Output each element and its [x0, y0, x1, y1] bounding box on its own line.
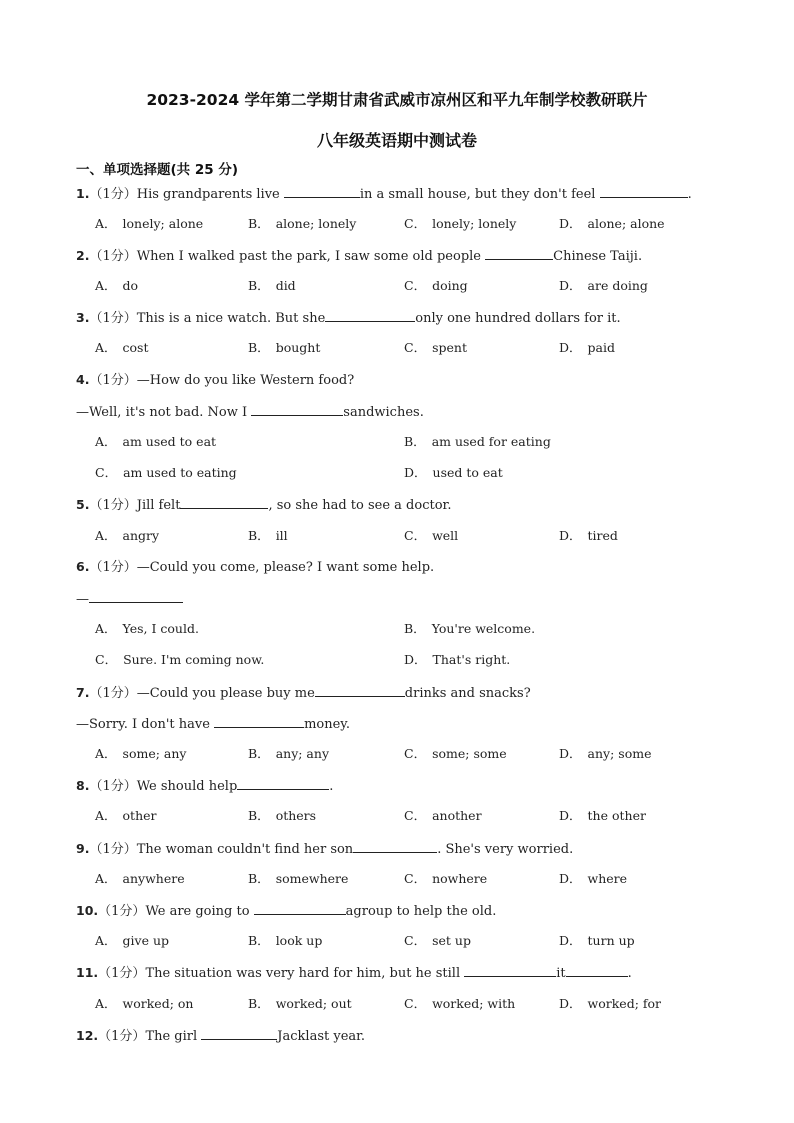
option-letter: B．: [248, 340, 270, 355]
answer-option[interactable]: [95, 527, 159, 545]
question-number: 10.: [76, 903, 99, 918]
question-line: [76, 1026, 365, 1046]
option-letter: C．: [404, 278, 427, 293]
question-text: When I walked past the park, I saw some old people: [136, 249, 486, 264]
answer-option[interactable]: [248, 745, 329, 763]
option-text: somewhere: [275, 871, 349, 886]
question-text: .: [627, 966, 632, 981]
option-text: some; some: [432, 746, 507, 761]
answer-option[interactable]: [404, 215, 516, 233]
option-letter: A．: [95, 808, 117, 823]
answer-option[interactable]: [559, 215, 665, 233]
answer-option[interactable]: [95, 277, 138, 295]
answer-option[interactable]: [404, 277, 468, 295]
option-letter: C．: [404, 996, 427, 1011]
answer-blank[interactable]: [325, 308, 415, 322]
answer-option[interactable]: [559, 527, 618, 545]
option-letter: D．: [559, 216, 582, 231]
question-text: We should help: [136, 779, 238, 794]
option-letter: C．: [404, 746, 427, 761]
option-letter: B．: [248, 528, 270, 543]
option-text: tired: [587, 528, 618, 543]
option-letter: A．: [95, 746, 117, 761]
answer-option[interactable]: [404, 651, 510, 669]
question-line: [76, 246, 642, 266]
question-number: 1.: [76, 186, 90, 201]
question-text: Chinese Taiji.: [553, 249, 643, 264]
question-score: （1分）: [89, 187, 137, 202]
question-line: [76, 683, 531, 703]
answer-option[interactable]: [95, 870, 185, 888]
option-letter: C．: [404, 216, 427, 231]
question-text: only one hundred dollars for it.: [415, 311, 621, 326]
option-text: worked; out: [275, 996, 352, 1011]
question-text: The situation was very hard for him, but he still: [145, 966, 465, 981]
answer-blank[interactable]: [201, 1026, 277, 1040]
option-letter: C．: [95, 465, 118, 480]
question-score: （1分）: [89, 498, 137, 513]
answer-blank[interactable]: [89, 589, 183, 603]
option-text: Sure. I'm coming now.: [123, 652, 265, 667]
question-line: [76, 558, 434, 577]
answer-option[interactable]: [95, 339, 149, 357]
option-letter: D．: [559, 996, 582, 1011]
option-text: other: [122, 808, 157, 823]
option-text: You're welcome.: [431, 621, 536, 636]
answer-option[interactable]: [248, 277, 296, 295]
option-text: are doing: [587, 278, 648, 293]
question-text: We are going to: [145, 904, 254, 919]
option-text: did: [275, 278, 296, 293]
option-text: used to eat: [432, 465, 503, 480]
option-text: nowhere: [432, 871, 488, 886]
answer-blank[interactable]: [251, 402, 343, 416]
question-text: .: [687, 187, 692, 202]
option-text: lonely; lonely: [432, 216, 517, 231]
option-text: well: [432, 528, 459, 543]
question-text: drinks and snacks?: [404, 686, 531, 701]
option-text: the other: [587, 808, 646, 823]
answer-option[interactable]: [95, 215, 203, 233]
option-text: worked; on: [122, 996, 194, 1011]
answer-option[interactable]: [559, 277, 648, 295]
question-number: 4.: [76, 372, 90, 387]
question-text: Jacklast year.: [277, 1029, 366, 1044]
question-line: [76, 402, 424, 422]
answer-option[interactable]: [404, 745, 507, 763]
answer-option[interactable]: [404, 807, 482, 825]
option-letter: C．: [404, 871, 427, 886]
answer-option[interactable]: [95, 745, 186, 763]
answer-option[interactable]: [95, 932, 169, 950]
option-letter: B．: [248, 996, 270, 1011]
answer-blank[interactable]: [353, 839, 437, 853]
option-letter: B．: [248, 278, 270, 293]
option-letter: A．: [95, 621, 117, 636]
option-text: do: [122, 278, 139, 293]
option-text: set up: [432, 933, 471, 948]
question-score: （1分）: [89, 311, 137, 326]
answer-option[interactable]: [248, 339, 320, 357]
answer-option[interactable]: [559, 807, 646, 825]
answer-blank[interactable]: [214, 714, 304, 728]
option-letter: A．: [95, 871, 117, 886]
question-line: [76, 901, 496, 921]
question-score: （1分）: [89, 373, 137, 388]
option-letter: B．: [248, 871, 270, 886]
answer-blank[interactable]: [315, 683, 405, 697]
question-text: in a small house, but they don't feel: [359, 187, 600, 202]
option-text: give up: [122, 933, 170, 948]
question-number: 5.: [76, 497, 90, 512]
option-letter: C．: [404, 808, 427, 823]
option-letter: A．: [95, 528, 117, 543]
option-text: lonely; alone: [122, 216, 204, 231]
option-letter: D．: [559, 528, 582, 543]
option-letter: B．: [248, 933, 270, 948]
option-text: turn up: [587, 933, 635, 948]
question-text: —Could you come, please? I want some help.: [136, 560, 435, 575]
option-text: look up: [275, 933, 323, 948]
question-number: 6.: [76, 559, 90, 574]
answer-option[interactable]: [248, 807, 316, 825]
option-text: alone; alone: [587, 216, 665, 231]
question-text: it: [556, 966, 566, 981]
answer-option[interactable]: [248, 995, 352, 1013]
question-line: [76, 371, 354, 390]
option-text: others: [275, 808, 317, 823]
option-letter: A．: [95, 434, 117, 449]
question-score: （1分）: [98, 904, 146, 919]
option-text: am used for eating: [431, 434, 551, 449]
option-text: am used to eat: [122, 434, 217, 449]
answer-option[interactable]: [404, 995, 515, 1013]
question-text: The girl: [145, 1029, 202, 1044]
answer-blank[interactable]: [254, 901, 346, 915]
option-letter: B．: [404, 621, 426, 636]
answer-option[interactable]: [95, 995, 193, 1013]
question-text: agroup to help the old.: [345, 904, 497, 919]
question-text: Jill felt: [136, 498, 181, 513]
question-text: —: [76, 592, 89, 607]
answer-blank[interactable]: [464, 963, 556, 977]
question-text: This is a nice watch. But she: [136, 311, 326, 326]
answer-option[interactable]: [248, 215, 356, 233]
exam-title-line1: 2023-2024 学年第二学期甘肃省武威市凉州区和平九年制学校教研联片: [146, 91, 648, 109]
answer-option[interactable]: [559, 339, 615, 357]
question-number: 2.: [76, 248, 90, 263]
question-line: [76, 839, 573, 859]
answer-option[interactable]: [404, 339, 467, 357]
question-number: 7.: [76, 685, 90, 700]
question-score: （1分）: [89, 779, 137, 794]
option-text: doing: [432, 278, 468, 293]
question-number: 9.: [76, 841, 90, 856]
answer-option[interactable]: [404, 433, 551, 451]
question-text: money.: [304, 717, 351, 732]
option-letter: D．: [559, 808, 582, 823]
answer-blank[interactable]: [237, 776, 329, 790]
option-text: am used to eating: [123, 465, 237, 480]
option-letter: A．: [95, 996, 117, 1011]
answer-option[interactable]: [404, 464, 503, 482]
option-text: That's right.: [432, 652, 511, 667]
answer-blank[interactable]: [566, 963, 628, 977]
answer-option[interactable]: [404, 527, 458, 545]
answer-option[interactable]: [95, 433, 216, 451]
answer-option[interactable]: [404, 620, 535, 638]
option-text: worked; for: [587, 996, 662, 1011]
question-text: —Well, it's not bad. Now I: [76, 405, 252, 420]
question-line: [76, 495, 451, 515]
question-number: 3.: [76, 310, 90, 325]
question-text: —Could you please buy me: [136, 686, 315, 701]
option-letter: D．: [559, 933, 582, 948]
question-line: [76, 308, 621, 328]
question-text: sandwiches.: [343, 405, 424, 420]
option-letter: A．: [95, 933, 117, 948]
section-heading: 一、单项选择题(共 25 分): [76, 162, 239, 178]
option-text: worked; with: [432, 996, 516, 1011]
option-letter: B．: [248, 746, 270, 761]
answer-blank[interactable]: [600, 184, 688, 198]
question-text: —Sorry. I don't have: [76, 717, 215, 732]
answer-option[interactable]: [95, 620, 199, 638]
answer-option[interactable]: [95, 807, 157, 825]
option-letter: D．: [559, 871, 582, 886]
question-score: （1分）: [89, 249, 137, 264]
question-line: [76, 776, 333, 796]
question-text: His grandparents live: [136, 187, 284, 202]
question-score: （1分）: [89, 842, 137, 857]
option-letter: A．: [95, 278, 117, 293]
option-text: bought: [275, 340, 321, 355]
answer-blank[interactable]: [485, 246, 553, 260]
option-text: paid: [587, 340, 615, 355]
question-score: （1分）: [98, 1029, 146, 1044]
question-number: 12.: [76, 1028, 99, 1043]
answer-option[interactable]: [559, 745, 651, 763]
option-letter: D．: [559, 340, 582, 355]
question-score: （1分）: [89, 560, 137, 575]
question-line: [76, 714, 350, 734]
option-text: ill: [275, 528, 288, 543]
exam-title-line2: 八年级英语期中测试卷: [316, 131, 477, 150]
option-text: angry: [122, 528, 160, 543]
answer-option[interactable]: [559, 932, 635, 950]
option-letter: A．: [95, 216, 117, 231]
answer-option[interactable]: [248, 870, 348, 888]
answer-option[interactable]: [404, 870, 487, 888]
option-text: any; some: [587, 746, 652, 761]
answer-option[interactable]: [404, 932, 471, 950]
option-text: spent: [432, 340, 467, 355]
question-line: [76, 184, 692, 204]
question-text: —How do you like Western food?: [136, 373, 355, 388]
option-text: Yes, I could.: [122, 621, 199, 636]
question-text: .: [329, 779, 334, 794]
question-score: （1分）: [89, 686, 137, 701]
option-letter: D．: [559, 746, 582, 761]
option-text: any; any: [275, 746, 330, 761]
option-letter: C．: [404, 528, 427, 543]
answer-option[interactable]: [95, 464, 237, 482]
option-letter: B．: [248, 216, 270, 231]
question-score: （1分）: [98, 966, 146, 981]
answer-option[interactable]: [248, 932, 322, 950]
question-number: 8.: [76, 778, 90, 793]
option-letter: C．: [95, 652, 118, 667]
option-letter: C．: [404, 933, 427, 948]
answer-blank[interactable]: [180, 495, 268, 509]
option-letter: A．: [95, 340, 117, 355]
option-letter: D．: [404, 465, 427, 480]
option-text: anywhere: [122, 871, 185, 886]
option-text: another: [432, 808, 482, 823]
option-letter: D．: [559, 278, 582, 293]
answer-option[interactable]: [248, 527, 288, 545]
answer-option[interactable]: [559, 870, 627, 888]
answer-blank[interactable]: [284, 184, 360, 198]
option-text: alone; lonely: [275, 216, 357, 231]
option-letter: B．: [248, 808, 270, 823]
option-text: where: [587, 871, 628, 886]
answer-option[interactable]: [559, 995, 661, 1013]
question-line: [76, 589, 183, 609]
answer-option[interactable]: [95, 651, 264, 669]
question-text: . She's very worried.: [437, 842, 574, 857]
option-letter: B．: [404, 434, 426, 449]
question-text: , so she had to see a doctor.: [268, 498, 452, 513]
option-letter: D．: [404, 652, 427, 667]
option-letter: C．: [404, 340, 427, 355]
option-text: cost: [122, 340, 149, 355]
question-text: The woman couldn't find her son: [136, 842, 354, 857]
question-line: [76, 963, 632, 983]
question-number: 11.: [76, 965, 99, 980]
option-text: some; any: [122, 746, 187, 761]
